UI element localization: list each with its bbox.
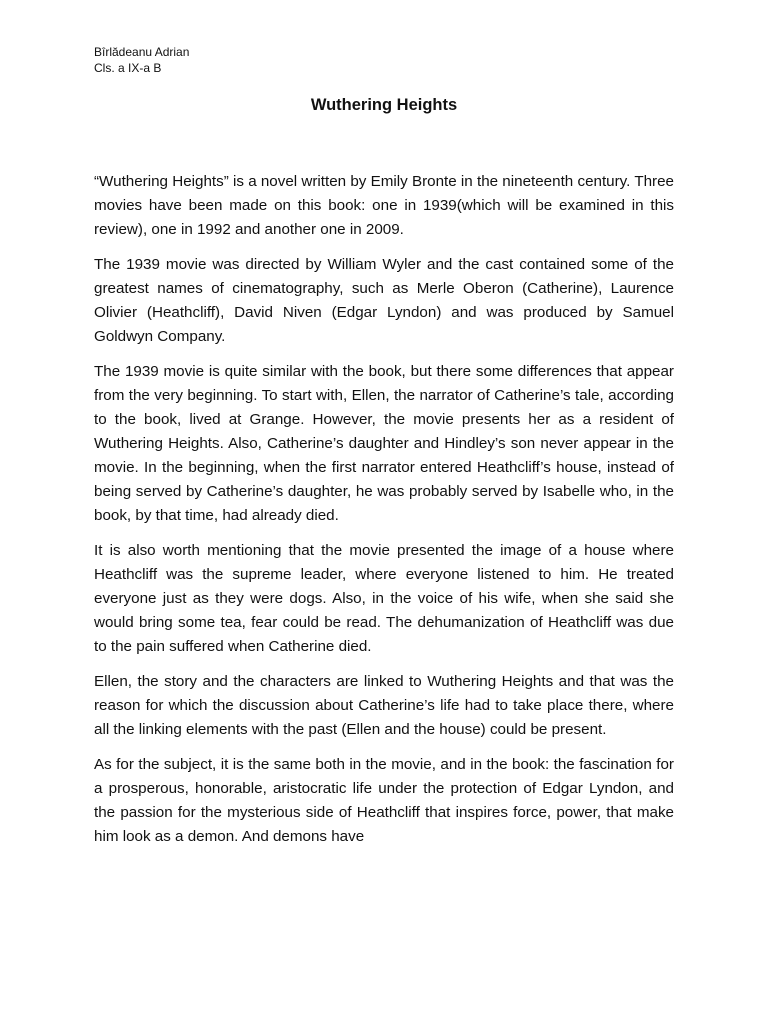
document-header [94,44,189,76]
paragraph: It is also worth mentioning that the movie presented the image of a house where Heathcliff was the supreme leader, where everyone listened to him. He treated everyone just as they were dogs. Also, in the voice of his wife, when she said she would bring some tea, fear could be read. The dehumanization of Heathcliff was due to the pain suffered when Catherine died. [94,542,674,655]
paragraph: “Wuthering Heights” is a novel written by Emily Bronte in the nineteenth century. Three movies have been made on this book: one in 1939(which will be examined in this review), one in 1992 and another one in 2009. [94,173,674,238]
paragraph: Ellen, the story and the characters are linked to Wuthering Heights and that was the reason for which the discussion about Catherine’s life had to take place there, where all the linking elements with the past (Ellen and the house) could be present. [94,673,674,738]
paragraph: As for the subject, it is the same both in the movie, and in the book: the fascination for a prosperous, honorable, aristocratic life under the protection of Edgar Lyndon, and the passion for the mysterious side of Heathcliff that inspires force, power, that make him look as a demon. And demons have [94,756,674,845]
document-body [94,170,674,860]
document-title: Wuthering Heights [310,96,458,114]
class-label: Cls. a IX-a B [94,61,162,75]
paragraph: The 1939 movie is quite similar with the book, but there some differences that appear from the very beginning. To start with, Ellen, the narrator of Catherine’s tale, according to the book, lived at Grange. However, the movie presents her as a resident of Wuthering Heights. Also, Catherine’s daughter and Hindley’s son never appear in the movie. In the beginning, when the first narrator entered Heathcliff’s house, instead of being served by Catherine’s daughter, he was probably served by Isabelle who, in the book, by that time, had already died. [94,363,674,524]
author-name: Bîrlădeanu Adrian [94,45,190,59]
paragraph: The 1939 movie was directed by William Wyler and the cast contained some of the greatest names of cinematography, such as Merle Oberon (Catherine), Laurence Olivier (Heathcliff), David Niven (Edgar Lyndon) and was produced by Samuel Goldwyn Company. [94,256,674,345]
